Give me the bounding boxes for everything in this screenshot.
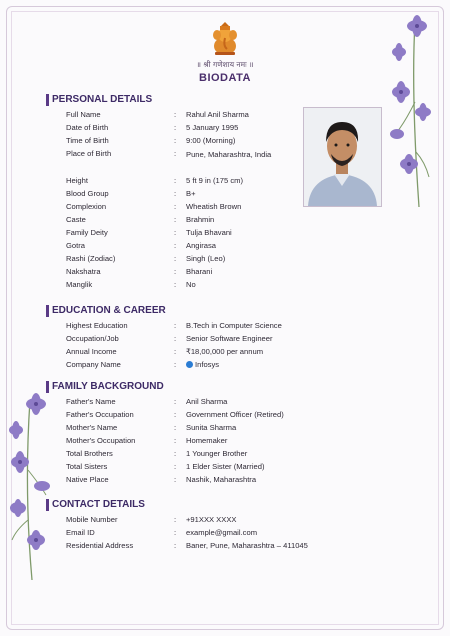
detail-label: Father's Name	[66, 397, 116, 406]
detail-value	[186, 359, 219, 371]
detail-label: Nakshatra	[66, 267, 101, 276]
mantra-text: ॥ श्री गणेशाय नमः ॥	[196, 60, 254, 69]
lavender-flower-icon	[385, 12, 437, 212]
detail-label: Place of Birth	[66, 149, 112, 158]
detail-value: Nashik, Maharashtra	[186, 475, 257, 484]
detail-value: 1 Elder Sister (Married)	[186, 462, 265, 471]
detail-label: Highest Education	[66, 321, 128, 330]
detail-label: Full Name	[66, 110, 101, 119]
detail-label: Total Sisters	[66, 462, 108, 471]
section-title-family: FAMILY BACKGROUND	[46, 381, 164, 393]
detail-label: Mother's Occupation	[66, 436, 136, 445]
detail-value: Singh (Leo)	[186, 254, 226, 263]
detail-value: Bharani	[186, 267, 213, 276]
detail-label: Caste	[66, 215, 86, 224]
detail-label: Residential Address	[66, 541, 134, 550]
detail-label: Company Name	[66, 360, 121, 369]
detail-value: Brahmin	[186, 215, 215, 224]
infosys-logo-icon	[186, 361, 193, 368]
detail-value: +91XXX XXXX	[186, 515, 237, 524]
detail-label: Family Deity	[66, 228, 108, 237]
detail-label: Native Place	[66, 475, 109, 484]
detail-value: Angirasa	[186, 241, 216, 250]
lavender-flower-icon	[6, 390, 54, 585]
detail-value: example@gmail.com	[186, 528, 258, 537]
detail-label: Total Brothers	[66, 449, 113, 458]
detail-label: Blood Group	[66, 189, 109, 198]
detail-value: Homemaker	[186, 436, 228, 445]
detail-label: Time of Birth	[66, 136, 109, 145]
detail-label: Height	[66, 176, 88, 185]
detail-label: Annual Income	[66, 347, 117, 356]
detail-label: Mobile Number	[66, 515, 118, 524]
detail-label: Occupation/Job	[66, 334, 119, 343]
detail-value: Pune, Maharashtra, India	[186, 150, 272, 159]
detail-value: Sunita Sharma	[186, 423, 237, 432]
profile-photo	[303, 107, 382, 207]
detail-value: 9:00 (Morning)	[186, 136, 236, 145]
detail-label: Manglik	[66, 280, 93, 289]
detail-value: B+	[186, 189, 196, 198]
ganesh-icon	[211, 22, 239, 56]
detail-label: Gotra	[66, 241, 85, 250]
section-title-contact: CONTACT DETAILS	[46, 499, 145, 511]
detail-value: 1 Younger Brother	[186, 449, 248, 458]
detail-value: Government Officer (Retired)	[186, 410, 284, 419]
biodata-page: ॥ श्री गणेशाय नमः ॥ BIODATA PERSONAL DETAILS EDUCATION & CAREER FAMILY BACKGROUND CONTACT DETAILS Full Name : Rahul Anil Sharma Date of Birth : 5 January 1995 Time of Birth : 9:00 (Morning) Place of Birth : Pune, Maharashtra, India Height : 5 ft 9 in (175 cm) Blood Group : B+ Complexion : Wheatish Brown Caste : Brahmin Family Deity : Tulja Bhavani Gotra : Angirasa Rashi (Zodiac) : Singh (Leo) Nakshatra : Bharani Manglik : No Highest Education : B.Tech in Computer Science Occupation/Job : Senior Software Engineer Annual Income : ₹18,00,000 per annum Company Name : Infosys Father's Name : Anil Sharma Father's Occupation : Government Officer (Retired) Mother's Name : Sunita Sharma Mother's Occupation : Homemaker Total Brothers : 1 Younger Brother Total Sisters : 1 Elder Sister (Married) Native Place : Nashik, Maharashtra Mobile Number : +91XXX XXXX Email ID : example@gmail.com Residential Address : Baner, Pune, Maharashtra – 411045	[0, 0, 450, 636]
company-name: Infosys	[195, 360, 220, 369]
detail-label: Mother's Name	[66, 423, 118, 432]
person-photo-icon	[304, 108, 381, 206]
detail-value: Anil Sharma	[186, 397, 228, 406]
detail-label: Complexion	[66, 202, 107, 211]
detail-value: ₹18,00,000 per annum	[186, 347, 264, 356]
section-title-education: EDUCATION & CAREER	[46, 305, 166, 317]
page-title: BIODATA	[199, 72, 251, 84]
detail-label: Date of Birth	[66, 123, 109, 132]
detail-value: Tulja Bhavani	[186, 228, 232, 237]
detail-label: Email ID	[66, 528, 95, 537]
detail-value: 5 January 1995	[186, 123, 239, 132]
detail-label: Rashi (Zodiac)	[66, 254, 116, 263]
detail-value: 5 ft 9 in (175 cm)	[186, 176, 243, 185]
detail-value: No	[186, 280, 196, 289]
detail-value: Rahul Anil Sharma	[186, 110, 249, 119]
detail-label: Father's Occupation	[66, 410, 134, 419]
detail-value: Senior Software Engineer	[186, 334, 273, 343]
section-title-personal: PERSONAL DETAILS	[46, 94, 152, 106]
detail-value: Wheatish Brown	[186, 202, 242, 211]
detail-value: Baner, Pune, Maharashtra – 411045	[186, 541, 308, 550]
detail-value: B.Tech in Computer Science	[186, 321, 282, 330]
